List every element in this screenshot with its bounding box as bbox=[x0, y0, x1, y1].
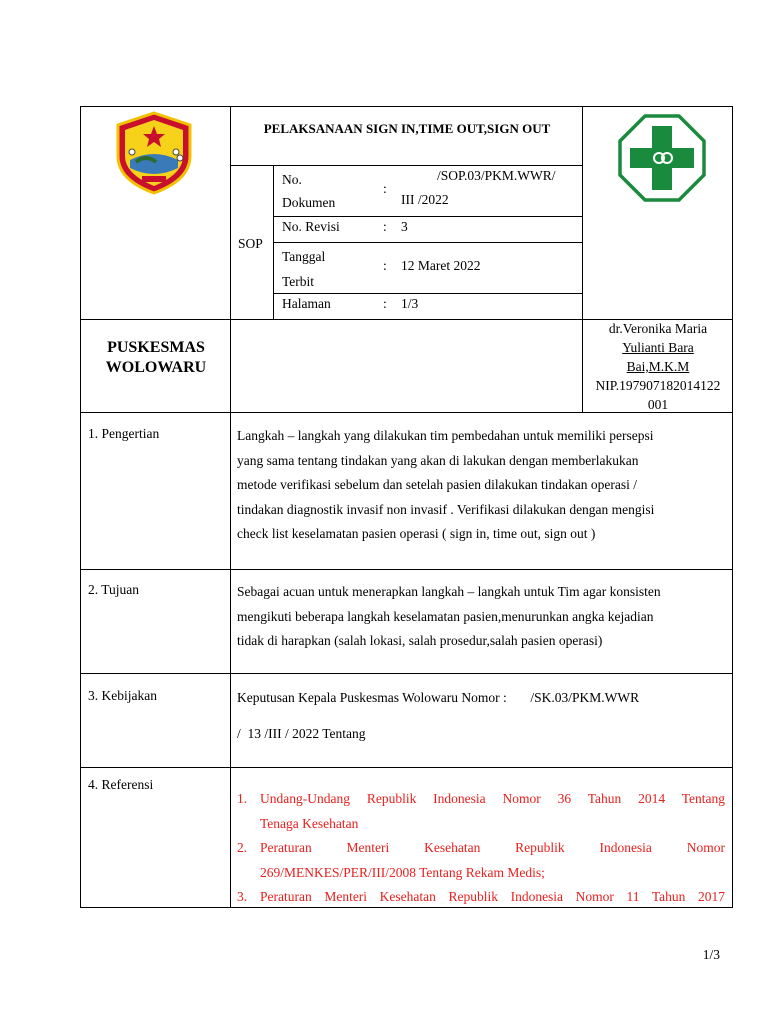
signatory-name-3: Bai,M.K.M bbox=[626, 359, 690, 374]
issue-date-label: Tanggal Terbit bbox=[282, 249, 326, 289]
page-value: 1/3 bbox=[401, 296, 419, 311]
reference-list: 1. Undang-Undang Republik Indonesia Nomor 36 Tahun 2014 Tentang Tenaga Kesehatan 2. Peraturan Menteri Kesehatan Republik Indonesia Nomor 269/MENKES/PER/III/2008 Tentang Rekam Medis; 3. Peraturan Menteri Kesehatan Republik Indonesia Nomor 11 Tahun 2017 bbox=[237, 787, 725, 910]
section-label-kebijakan: 3. Kebijakan bbox=[88, 688, 157, 703]
reference-item: 2. Peraturan Menteri Kesehatan Republik Indonesia Nomor bbox=[237, 840, 725, 855]
revision-label: No. Revisi bbox=[282, 219, 340, 234]
reference-item: 3. Peraturan Menteri Kesehatan Republik Indonesia Nomor 11 Tahun 2017 bbox=[237, 889, 725, 904]
doc-number-value-1: /SOP.03/PKM.WWR/ bbox=[437, 168, 556, 183]
revision-value: 3 bbox=[401, 219, 408, 234]
section-body-tujuan: Sebagai acuan untuk menerapkan langkah – langkah untuk Tim agar konsisten mengikuti beberapa langkah keselamatan pasien,menurunkan angka kejadian tidak di harapkan (salah lokasi, salah prosedur,salah pasien operasi) bbox=[237, 584, 661, 648]
organization-name: PUSKESMAS WOLOWARU bbox=[105, 339, 207, 376]
issue-date-value: 12 Maret 2022 bbox=[401, 258, 481, 273]
page-colon: : bbox=[383, 296, 387, 311]
reference-item: 1. Undang-Undang Republik Indonesia Nomor 36 Tahun 2014 Tentang bbox=[237, 791, 725, 806]
section-label-pengertian: 1. Pengertian bbox=[88, 426, 160, 441]
signatory-nip-2: 001 bbox=[647, 397, 669, 412]
revision-colon: : bbox=[383, 219, 387, 234]
puskesmas-logo bbox=[616, 112, 708, 204]
document-title: PELAKSANAAN SIGN IN,TIME OUT,SIGN OUT bbox=[263, 121, 551, 136]
signatory-name-2: Yulianti Bara bbox=[622, 340, 694, 355]
doc-number-colon: : bbox=[383, 181, 387, 196]
sop-label: SOP bbox=[238, 236, 263, 251]
section-body-pengertian: Langkah – langkah yang dilakukan tim pembedahan untuk memiliki persepsi yang sama tentang tindakan yang akan di lakukan dengan memberlakukan metode verifikasi sebelum dan setelah pasien dilakukan tindakan operasi / tindakan diagnostik invasif non invasif . Verifikasi dilakukan dengan mengisi check list keselamatan pasien operasi ( sign in, time out, sign out ) bbox=[237, 428, 655, 541]
signatory-block bbox=[584, 319, 732, 414]
page-label: Halaman bbox=[282, 296, 331, 311]
issue-date-colon: : bbox=[383, 258, 387, 273]
doc-number-value-2: III /2022 bbox=[401, 192, 449, 207]
page-number: 1/3 bbox=[702, 947, 720, 962]
signatory-name-1: dr.Veronika Maria bbox=[608, 321, 708, 336]
doc-number-label: No. Dokumen bbox=[282, 172, 336, 210]
signatory-nip-1: NIP.197907182014122 bbox=[595, 378, 721, 393]
section-label-referensi: 4. Referensi bbox=[88, 777, 154, 792]
section-body-kebijakan-1: Keputusan Kepala Puskesmas Wolowaru Nomor : /SK.03/PKM.WWR bbox=[237, 690, 640, 705]
section-label-tujuan: 2. Tujuan bbox=[88, 582, 140, 597]
section-body-kebijakan-2: / 13 /III / 2022 Tentang bbox=[237, 726, 366, 741]
regency-emblem-logo bbox=[106, 110, 202, 196]
